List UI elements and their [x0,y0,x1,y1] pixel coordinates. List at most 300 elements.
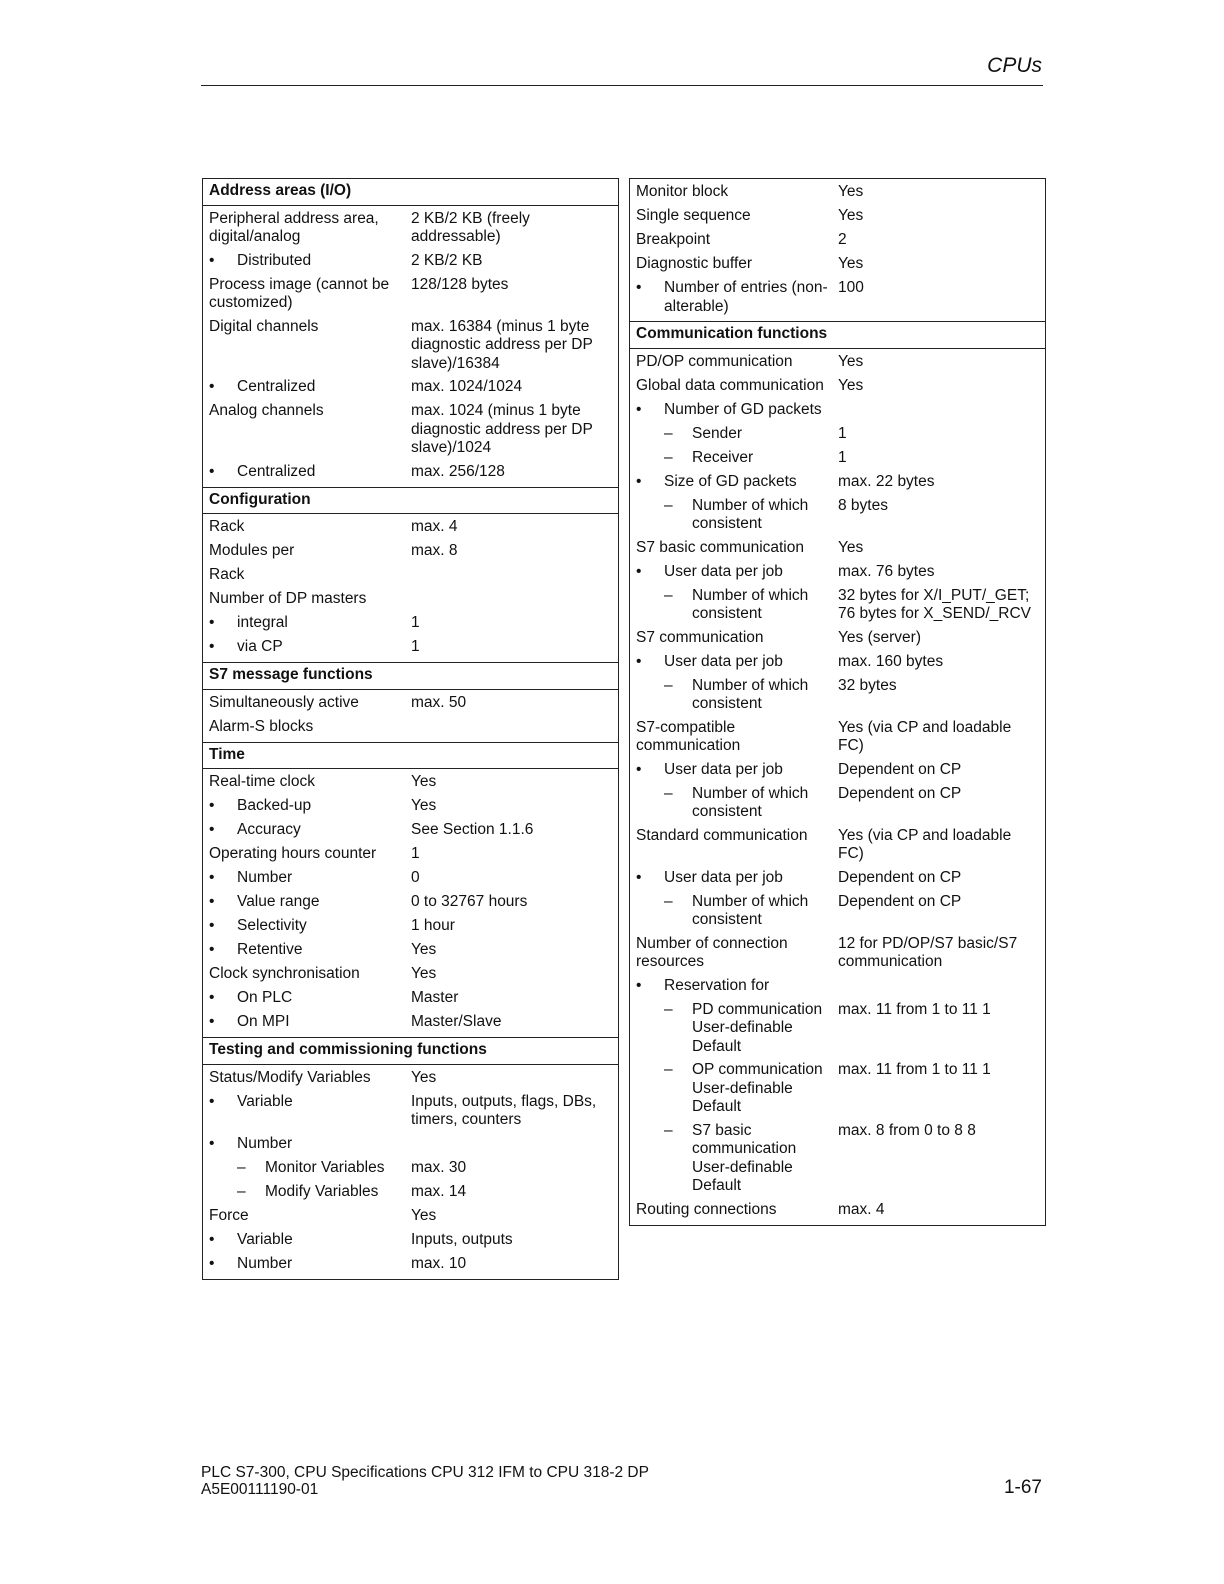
spec-row [630,399,1045,423]
spec-row [203,819,618,843]
spec-label: Receiver [692,448,754,466]
spec-label: Alarm-S blocks [209,717,314,735]
spec-label-cell [203,718,411,737]
bullet-icon: • [209,917,215,934]
section-rows [630,179,1045,321]
spec-label-cell [203,893,411,912]
spec-label-cell [630,1122,838,1196]
spec-row [630,783,1045,825]
spec-label: Force [209,1206,249,1224]
spec-label: Monitor block [636,183,729,200]
spec-label-cell [203,941,411,960]
spec-label-cell [203,1013,411,1032]
spec-label: Distributed [237,251,312,269]
bullet-icon: • [209,821,215,838]
spec-label: Modify Variables [265,1182,379,1200]
spec-label: via CP [237,638,283,655]
spec-value: Yes [411,773,437,790]
spec-row [630,205,1045,229]
spec-label-cell [630,473,838,492]
spec-row [630,975,1045,999]
spec-row [203,540,618,564]
spec-label-cell [630,629,838,648]
bullet-icon: • [636,472,642,490]
spec-value [411,1135,618,1154]
spec-label-cell [630,563,838,582]
spec-label-cell [630,497,838,534]
spec-label-cell [630,677,838,714]
spec-label: Centralized [237,378,316,395]
spec-label: Retentive [237,941,303,958]
spec-row [630,651,1045,675]
spec-label-cell [203,318,411,374]
spec-label: PD communication User-definable Default [692,1000,823,1055]
spec-value: Yes [411,1068,437,1086]
spec-value: Yes (server) [838,628,921,646]
spec-label: Peripheral address area, digital/analog [209,209,379,245]
dash-icon: – [664,892,673,910]
spec-value [411,566,618,585]
spec-value: Dependent on CP [838,760,962,778]
spec-label: Process image (cannot be customized) [209,275,390,311]
bullet-icon: • [209,1254,215,1272]
spec-row [203,795,618,819]
spec-value: max. 160 bytes [838,652,944,670]
spec-value: Dependent on CP [838,784,962,802]
spec-value: 32 bytes for X/I_PUT/_GET; 76 bytes for X_SEND/_RCV [838,586,1031,622]
right-spec-table [629,178,1046,1226]
spec-value: Yes [838,207,864,224]
spec-row [630,675,1045,717]
spec-value: max. 14 [411,1182,467,1200]
spec-label-cell [203,378,411,397]
spec-label: Number of GD packets [664,400,822,418]
bullet-icon: • [209,1134,215,1152]
spec-row [203,963,618,987]
dash-icon: – [664,1121,673,1139]
bullet-icon: • [209,893,215,910]
spec-label-cell [203,1093,411,1130]
spec-value: max. 30 [411,1158,467,1176]
spec-value: max. 50 [411,693,467,711]
spec-label: Digital channels [209,317,319,335]
spec-label: Status/Modify Variables [209,1068,371,1086]
spec-label-cell [630,761,838,780]
spec-row [630,351,1045,375]
page-number: 1-67 [1003,1477,1042,1498]
spec-label-cell [203,1207,411,1226]
spec-value: Dependent on CP [838,892,962,910]
spec-label: Monitor Variables [265,1158,385,1176]
spec-label-cell [203,276,411,313]
spec-row [630,495,1045,537]
spec-value: 0 to 32767 hours [411,893,528,910]
spec-row [203,1205,618,1229]
spec-label-cell [630,207,838,226]
spec-value: Yes [838,255,864,272]
dash-icon: – [664,676,673,694]
bullet-icon: • [636,400,642,418]
spec-label-cell [203,773,411,792]
spec-label-cell [203,252,411,271]
spec-label-cell [630,353,838,372]
spec-label: Number [237,1254,293,1272]
spec-label: Number of which consistent [692,784,809,820]
spec-label-cell [630,401,838,420]
spec-value: Inputs, outputs, flags, DBs, timers, counters [411,1092,597,1128]
bullet-icon: • [636,868,642,886]
spec-label-cell [203,965,411,984]
spec-row [203,1229,618,1253]
spec-value: Master [411,989,459,1006]
spec-label: OP communication User-definable Default [692,1061,823,1115]
spec-label-cell [203,797,411,816]
spec-row [203,564,618,588]
spec-value: Master/Slave [411,1013,502,1030]
spec-label: Simultaneously active [209,693,359,711]
spec-row [203,274,618,316]
spec-value: Yes [838,352,864,370]
spec-row [630,447,1045,471]
spec-row [203,636,618,660]
spec-row [203,208,618,250]
spec-label: Variable [237,1092,293,1110]
spec-row [203,867,618,891]
spec-label: Number of DP masters [209,590,367,607]
bullet-icon: • [209,941,215,958]
dash-icon: – [664,784,673,802]
spec-row [203,461,618,485]
spec-value: Yes [838,538,864,556]
spec-label-cell [630,1201,838,1220]
dash-icon: – [664,496,673,514]
spec-label-cell [203,845,411,864]
spec-row [203,692,618,716]
bullet-icon: • [636,279,642,296]
spec-label-cell [630,827,838,864]
spec-row [203,843,618,867]
dash-icon: – [664,424,673,442]
spec-label: Routing connections [636,1200,777,1218]
spec-row [203,250,618,274]
spec-label: Number [237,1134,293,1152]
spec-row [203,891,618,915]
spec-label: Selectivity [237,917,307,934]
spec-label-cell [630,255,838,274]
footer-line-2: A5E00111190-01 [201,1481,319,1498]
spec-row [203,1067,618,1091]
spec-label-cell [203,402,411,458]
spec-label: Reservation for [664,976,770,994]
spec-row [630,627,1045,651]
spec-row [203,400,618,461]
spec-label: Clock synchronisation [209,965,360,982]
section-rows [203,514,618,662]
section-title: S7 message functions [203,662,618,690]
spec-label-cell [630,425,838,444]
spec-label: Breakpoint [636,231,711,248]
spec-value: 2 KB/2 KB (freely addressable) [411,209,530,245]
section-rows [203,769,618,1037]
spec-value: max. 8 from 0 to 8 8 [838,1121,976,1139]
spec-row [630,561,1045,585]
bullet-icon: • [636,976,642,994]
spec-row [630,537,1045,561]
spec-row [630,759,1045,783]
spec-label-cell [630,935,838,972]
spec-label: Centralized [237,462,316,480]
spec-label-cell [203,518,411,537]
spec-label-cell [630,869,838,888]
dash-icon: – [664,1061,673,1078]
spec-label-cell [630,587,838,624]
spec-row [630,375,1045,399]
spec-row [630,471,1045,495]
bullet-icon: • [209,614,215,631]
spec-label: On MPI [237,1013,290,1030]
spec-row [630,1120,1045,1199]
spec-row [203,1091,618,1133]
spec-value: 8 bytes [838,496,888,514]
spec-label-cell [203,1183,411,1202]
spec-row [203,1157,618,1181]
dash-icon: – [664,586,673,604]
spec-row [630,181,1045,205]
footer-document-title [201,1464,649,1498]
spec-label-cell [203,869,411,888]
spec-label: Number of entries (non-alterable) [664,279,828,315]
spec-value: max. 1024/1024 [411,378,523,395]
spec-label-cell [630,377,838,396]
spec-label: Single sequence [636,207,751,224]
dash-icon: – [237,1158,246,1176]
spec-value: Inputs, outputs [411,1230,513,1248]
spec-label-cell [203,590,411,609]
bullet-icon: • [209,638,215,655]
spec-label-cell [630,893,838,930]
spec-row [630,867,1045,891]
section-rows [203,206,618,487]
spec-row [630,891,1045,933]
spec-value [411,718,618,737]
spec-label: Rack [209,566,245,583]
dash-icon: – [237,1182,246,1200]
spec-label: Number of connection resources [636,934,788,970]
spec-value: max. 10 [411,1254,467,1272]
bullet-icon: • [636,652,642,670]
spec-label: On PLC [237,989,293,1006]
spec-value: 1 [838,448,847,466]
spec-label-cell [203,917,411,936]
spec-label: User data per job [664,652,783,670]
spec-label: Number [237,869,293,886]
footer-line-1: PLC S7-300, CPU Specifications CPU 312 IFM to CPU 318-2 DP [201,1464,649,1481]
spec-value: 32 bytes [838,676,897,694]
spec-label: Size of GD packets [664,472,797,490]
spec-row [203,316,618,377]
spec-label: Number of which consistent [692,496,809,532]
dash-icon: – [664,448,673,466]
spec-row [630,717,1045,759]
spec-value: max. 8 [411,542,458,559]
spec-row [203,1011,618,1035]
spec-label-cell [630,1001,838,1057]
spec-value: Yes [411,1206,437,1224]
spec-row [630,825,1045,867]
spec-label-cell [203,1231,411,1250]
spec-label-cell [203,210,411,247]
spec-value: Yes [411,941,437,958]
spec-label-cell [203,989,411,1008]
spec-value: 128/128 bytes [411,275,509,293]
bullet-icon: • [209,462,215,480]
spec-label: Modules per [209,542,295,559]
section-title: Communication functions [630,321,1045,349]
spec-label: Number of which consistent [692,892,809,928]
spec-label: S7-compatible communication [636,718,741,754]
spec-label-cell [203,542,411,561]
spec-row [630,585,1045,627]
spec-label: Operating hours counter [209,845,377,862]
spec-row [203,1253,618,1277]
spec-label: User data per job [664,760,783,778]
spec-label: integral [237,614,288,631]
spec-value: 0 [411,869,420,886]
bullet-icon: • [209,869,215,886]
spec-label-cell [203,463,411,482]
spec-label: Sender [692,424,742,442]
spec-label-cell [203,1135,411,1154]
spec-label-cell [630,279,838,316]
spec-row [630,999,1045,1060]
spec-label-cell [203,694,411,713]
spec-label: Rack [209,518,245,535]
spec-row [203,771,618,795]
spec-label: Backed-up [237,797,312,814]
spec-row [203,588,618,612]
spec-row [630,277,1045,319]
spec-label-cell [203,1255,411,1274]
spec-label: Real-time clock [209,773,315,790]
spec-value: See Section 1.1.6 [411,821,534,838]
spec-value: 1 [838,424,847,442]
spec-row [630,1199,1045,1223]
spec-value: max. 4 [838,1200,885,1218]
spec-value: 2 KB/2 KB [411,251,483,269]
spec-value: max. 11 from 1 to 11 1 [838,1000,991,1018]
section-title: Time [203,742,618,770]
spec-label-cell [203,1069,411,1088]
spec-value: max. 256/128 [411,462,505,480]
spec-row [630,1059,1045,1120]
spec-label-cell [630,183,838,202]
spec-label-cell [630,653,838,672]
spec-value [838,977,1045,996]
section-rows [203,690,618,742]
spec-value: Yes [411,965,437,982]
spec-value: max. 4 [411,518,458,535]
spec-label: User data per job [664,562,783,580]
spec-value: Yes [838,376,864,394]
spec-label: S7 communication [636,628,764,646]
spec-row [203,612,618,636]
spec-row [630,229,1045,253]
spec-label-cell [630,1061,838,1117]
spec-value: 1 [411,614,420,631]
spec-value: max. 76 bytes [838,562,935,580]
bullet-icon: • [209,1230,215,1248]
spec-label: Diagnostic buffer [636,255,753,272]
bullet-icon: • [209,989,215,1006]
spec-label: Number of which consistent [692,676,809,712]
section-title: Testing and commissioning functions [203,1037,618,1065]
section-rows [630,349,1045,1225]
spec-label-cell [203,821,411,840]
header-rule [201,85,1043,86]
spec-value: 12 for PD/OP/S7 basic/S7 communication [838,934,1018,970]
spec-label-cell [203,566,411,585]
spec-label-cell [630,231,838,250]
spec-value: Dependent on CP [838,868,962,886]
spec-label: PD/OP communication [636,352,793,370]
spec-row [203,987,618,1011]
spec-label-cell [630,977,838,996]
bullet-icon: • [209,1013,215,1030]
spec-label: Global data communication [636,376,824,394]
spec-label: Analog channels [209,402,324,419]
spec-value [411,590,618,609]
bullet-icon: • [209,251,215,269]
dash-icon: – [664,1000,673,1018]
spec-row [203,1133,618,1157]
spec-label-cell [630,719,838,756]
spec-label-cell [630,449,838,468]
left-spec-table [202,178,619,1280]
bullet-icon: • [209,1092,215,1110]
page-header-title: CPUs [987,54,1042,77]
spec-row [203,939,618,963]
spec-value: max. 16384 (minus 1 byte diagnostic address per DP slave)/16384 [411,317,593,372]
spec-value: Yes (via CP and loadable FC) [838,826,1012,862]
spec-label: Variable [237,1230,293,1248]
spec-value [838,401,1045,420]
spec-value: max. 22 bytes [838,472,935,490]
spec-value: Yes [411,797,437,814]
spec-row [203,516,618,540]
spec-row [203,915,618,939]
spec-row [630,253,1045,277]
spec-row [203,376,618,400]
spec-value: Yes [838,183,864,200]
spec-label-cell [203,1159,411,1178]
spec-label: S7 basic communication User-definable Default [692,1121,797,1194]
spec-value: 1 [411,845,420,862]
spec-value: max. 11 from 1 to 11 1 [838,1061,991,1078]
spec-label-cell [630,539,838,558]
spec-label: Value range [237,893,320,910]
spec-label-cell [203,638,411,657]
spec-label: Number of which consistent [692,586,809,622]
section-title: Address areas (I/O) [203,179,618,206]
bullet-icon: • [209,797,215,814]
spec-row [630,933,1045,975]
spec-label: Standard communication [636,826,808,844]
section-rows [203,1065,618,1279]
spec-value: Yes (via CP and loadable FC) [838,718,1012,754]
spec-value: 1 hour [411,917,455,934]
spec-label: S7 basic communication [636,538,804,556]
spec-value: max. 1024 (minus 1 byte diagnostic address per DP slave)/1024 [411,402,593,456]
